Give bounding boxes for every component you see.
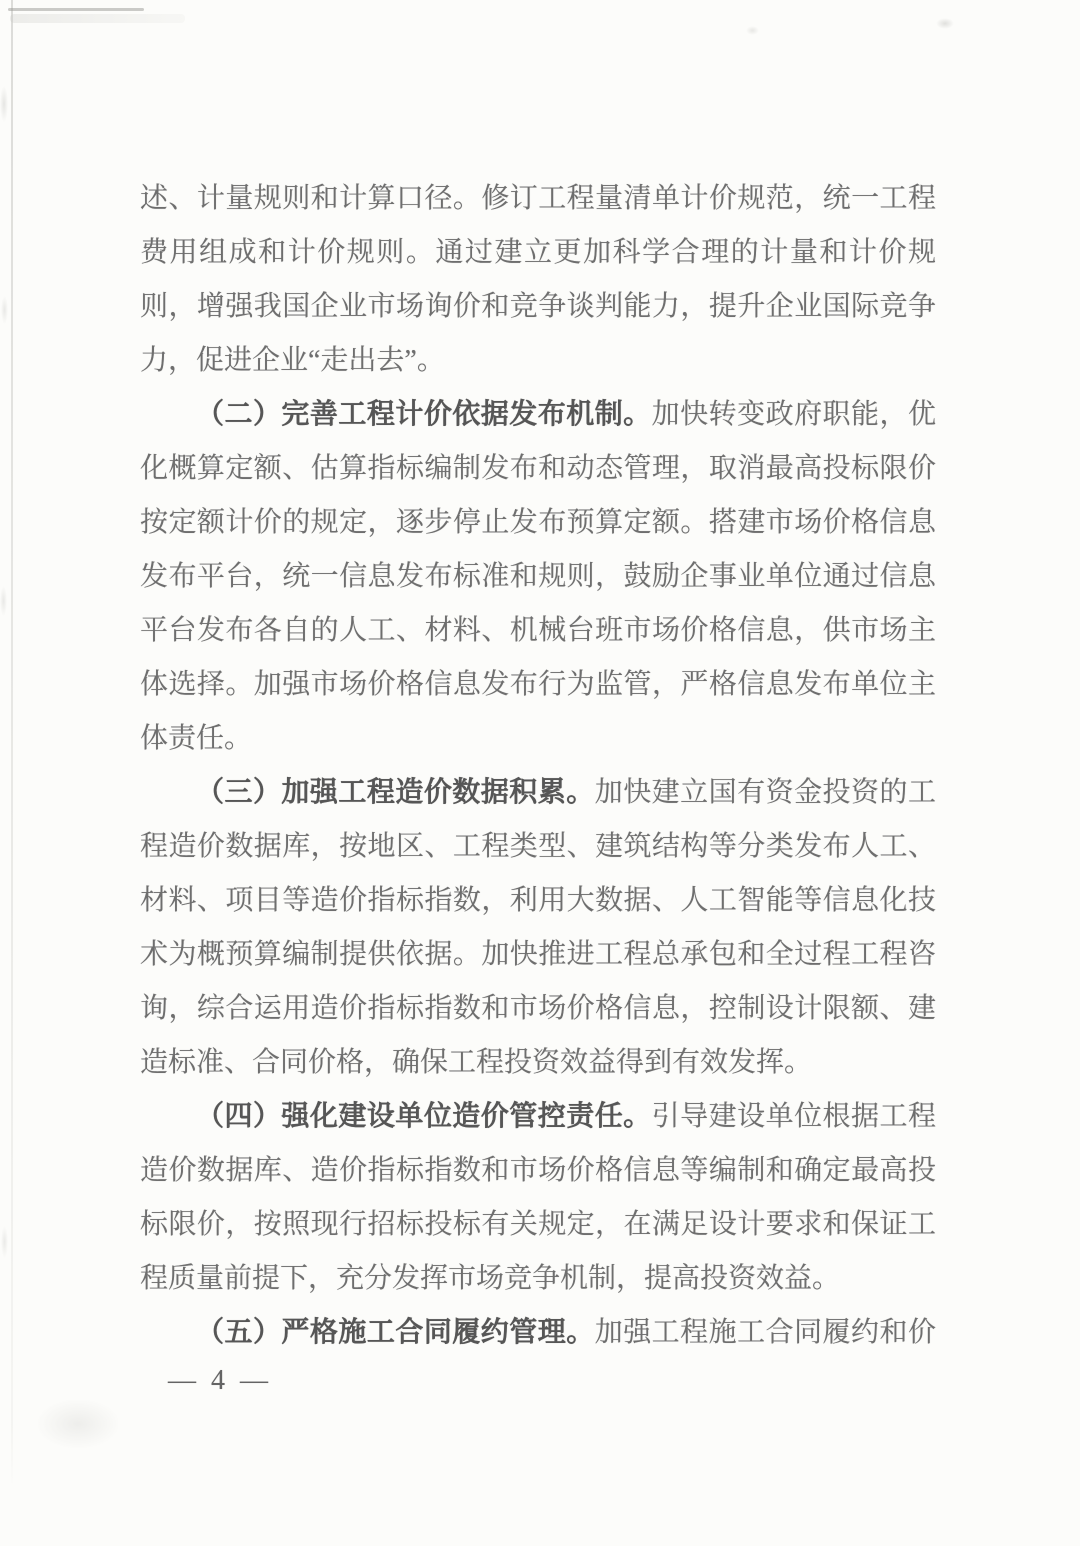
scan-smudge [1,1226,8,1258]
text-line [140,1306,936,1360]
body-text: 引导建设单位根据工程 [651,1101,936,1132]
scan-smudge [746,26,759,35]
body-text: 材料、项目等造价指标指数，利用大数据、人工智能等信息化技 [140,885,936,916]
text-line [140,550,936,604]
text-line [140,334,936,388]
paragraph-heading: （三）加强工程造价数据积累。 [196,777,595,808]
paragraph-heading: （四）强化建设单位造价管控责任。 [196,1101,652,1132]
body-text: 加快建立国有资金投资的工 [594,777,936,808]
text-line [140,712,936,766]
text-line [140,388,936,442]
body-text: 则，增强我国企业市场询价和竞争谈判能力，提升企业国际竞争 [140,291,936,322]
scan-artifact-smear [10,14,185,23]
body-text: 标限价，按照现行招标投标有关规定，在满足设计要求和保证工 [140,1209,936,1240]
scan-smudge [1,296,8,324]
scan-edge-line [11,0,13,1488]
body-text: 平台发布各自的人工、材料、机械台班市场价格信息，供市场主 [140,615,936,646]
body-text: 程质量前提下，充分发挥市场竞争机制，提高投资效益。 [140,1263,841,1294]
text-line [140,1198,936,1252]
body-text: 造标准、合同价格，确保工程投资效益得到有效发挥。 [140,1047,813,1078]
text-line [140,820,936,874]
body-text: 造价数据库、造价指标指数和市场价格信息等编制和确定最高投 [140,1155,936,1186]
body-text: 力，促进企业“走出去”。 [140,345,445,376]
text-line [140,226,936,280]
text-line [140,928,936,982]
text-line [140,874,936,928]
body-text: 询，综合运用造价指标指数和市场价格信息，控制设计限额、建 [140,993,936,1024]
scan-artifact-line [8,8,144,11]
paragraph-heading: （五）严格施工合同履约管理。 [196,1317,595,1348]
text-line [140,1144,936,1198]
body-text: 术为概预算编制提供依据。加快推进工程总承包和全过程工程咨 [140,939,936,970]
text-line [140,280,936,334]
body-text: 发布平台，统一信息发布标准和规则，鼓励企事业单位通过信息 [140,561,936,592]
body-text: 按定额计价的规定，逐步停止发布预算定额。搭建市场价格信息 [140,507,936,538]
text-line [140,496,936,550]
text-line [140,1090,936,1144]
text-line [140,982,936,1036]
body-text: 程造价数据库，按地区、工程类型、建筑结构等分类发布人工、 [140,831,936,862]
body-text: 述、计量规则和计算口径。修订工程量清单计价规范，统一工程 [140,183,936,214]
paragraph-heading: （二）完善工程计价依据发布机制。 [196,399,652,430]
scan-smudge [38,1400,118,1448]
text-line [140,1252,936,1306]
text-line [140,172,936,226]
body-text: 体选择。加强市场价格信息发布行为监管，严格信息发布单位主 [140,669,936,700]
text-line [140,1036,936,1090]
page-number: — 4 — [168,1365,272,1396]
text-line [140,442,936,496]
text-line [140,604,936,658]
body-text: 体责任。 [140,723,253,754]
text-line [140,658,936,712]
body-text: 费用组成和计价规则。通过建立更加科学合理的计量和计价规 [140,237,936,268]
scan-smudge [936,18,954,29]
document-body [140,172,936,1360]
scan-smudge [0,586,7,616]
text-line [140,766,936,820]
body-text: 加快转变政府职能，优 [651,399,936,430]
body-text: 化概算定额、估算指标编制发布和动态管理，取消最高投标限价 [140,453,936,484]
body-text: 加强工程施工合同履约和价 [594,1317,936,1348]
scan-smudge [0,86,8,122]
